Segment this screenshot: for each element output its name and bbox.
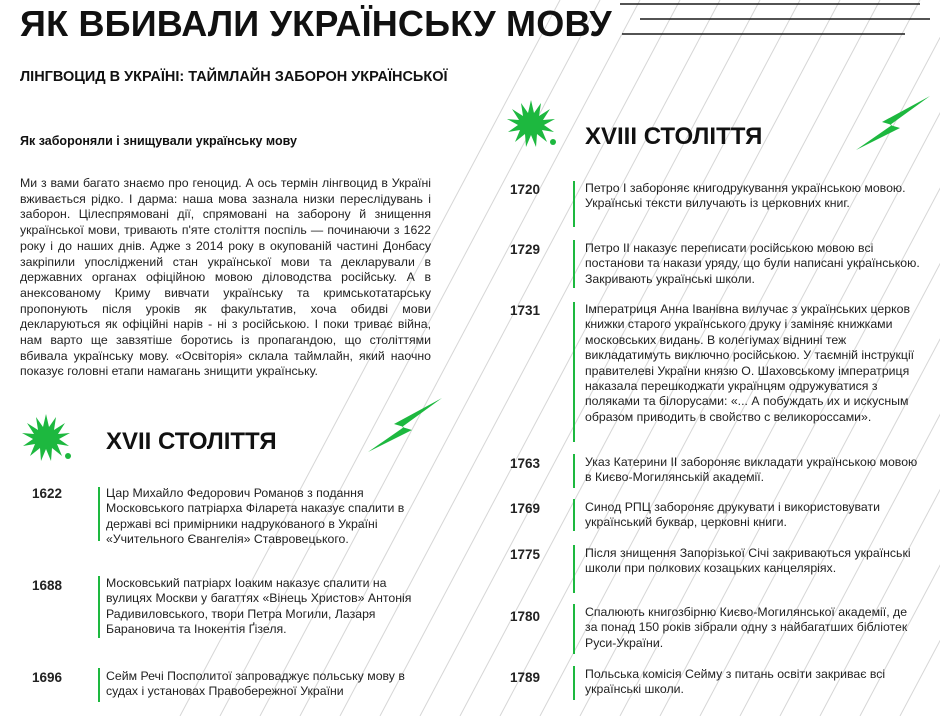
timeline-divider <box>98 576 100 638</box>
timeline-divider <box>98 668 100 702</box>
timeline-divider <box>573 545 575 593</box>
timeline-divider <box>98 487 100 541</box>
green-burst-icon <box>20 412 72 464</box>
timeline-year: 1789 <box>510 670 541 685</box>
timeline-divider <box>573 181 575 227</box>
timeline-year: 1720 <box>510 182 541 197</box>
timeline-text: Польська комісія Сейму з питань освіти закриває всі українські школи. <box>585 667 886 697</box>
timeline-text: Московський патріарх Іоаким наказує спалити на вулицях Москви у багаттях «Вінець Христов» Антонія Радивиловського, твори Петра Могили, Лазаря Барановича та Інокентія Ґізеля. <box>106 576 412 637</box>
green-burst-icon <box>505 98 557 150</box>
timeline-text: Сейм Речі Посполитої запроваджує польську мову в судах і установах Правобережної України <box>106 669 405 699</box>
timeline-year: 1780 <box>510 609 541 624</box>
timeline-year: 1769 <box>510 501 541 516</box>
green-lightning-icon <box>364 396 444 456</box>
timeline-year: 1775 <box>510 547 541 562</box>
timeline-year: 1763 <box>510 456 541 471</box>
timeline-year: 1688 <box>32 578 63 593</box>
timeline-divider <box>573 240 575 288</box>
timeline-year: 1622 <box>32 486 63 501</box>
intro-heading: Як забороняли і знищували українську мову <box>20 134 297 148</box>
timeline-text: Спалюють книгозбірню Києво-Могилянської академії, де за понад 150 років зібрали одну з найбагатших бібліотек Руси-України. <box>585 605 908 650</box>
timeline-divider <box>573 499 575 531</box>
timeline-text: Цар Михайло Федорович Романов з подання Московського патріарха Філарета наказує спалити в державі всі примірники надрукованого в Україні «Учительного Євангелія» Ставровецького. <box>106 486 405 547</box>
timeline-year: 1729 <box>510 242 541 257</box>
timeline-text: Петро І забороняє книгодрукування українською мовою. Українські тексти вилучають із церковних книг. <box>585 181 906 211</box>
timeline-text: Після знищення Запорізької Січі закриваються українські школи при полкових козацьких канцеляріях. <box>585 546 911 576</box>
century-title-xviii: XVIII СТОЛІТТЯ <box>585 123 763 150</box>
timeline-divider <box>573 454 575 488</box>
page-title: ЯК ВБИВАЛИ УКРАЇНСЬКУ МОВУ <box>20 3 612 44</box>
timeline-divider <box>573 604 575 654</box>
timeline-text: Імператриця Анна Іванівна вилучає з українських церков книжки старого українського друку і заміняє книжками московських видань. В колегіумах віднині теж викладатимуть виключно російською. У таємній інструкції правителеві України князю О. Шаховському імператриця наказала перешкоджати українцям одружуватися з поляками та білорусами: «... А побуждать их и искусным образом приводить в свойство с великороссами». <box>585 302 915 424</box>
green-lightning-icon <box>852 94 932 154</box>
page-subtitle: ЛІНГВОЦИД В УКРАЇНІ: ТАЙМЛАЙН ЗАБОРОН УКРАЇНСЬКОЇ <box>20 69 448 85</box>
timeline-text: Синод РПЦ забороняє друкувати і використовувати український буквар, церковні книги. <box>585 500 880 530</box>
timeline-text: Указ Катерини ІІ забороняє викладати українською мовою в Києво-Могилянській академії. <box>585 455 918 485</box>
timeline-year: 1696 <box>32 670 63 685</box>
timeline-divider <box>573 302 575 442</box>
century-title-xvii: XVII СТОЛІТТЯ <box>106 428 277 455</box>
timeline-year: 1731 <box>510 303 541 318</box>
timeline-text: Петро ІІ наказує переписати російською мовою всі постанови та накази уряду, що були написані українською. Закривають українські школи. <box>585 241 920 286</box>
timeline-divider <box>573 666 575 700</box>
intro-paragraph: Ми з вами багато знаємо про геноцид. А ось термін лінгвоцид в Україні вживається рідко. І дарма: наша мова зазнала низки переслідувань і заборон. Цілеспрямовані дії, спрямовані на заборону й знищення української мови, тривають п'яте століття поспіль — починаючи з 1622 року і до наших днів. Адже з 2014 року в окупованій частині Донбасу закріпили упосліджений стан української мови та декларували в державних органах офіційною мовою діловодства російську. А в анексованому Криму вивчати українську та кримськотатарську пропонують після уроків як факультатив, хоча обидві мови декларуються як офіційні нарів - ні з російською. І поки триває війна, нам варто ще завзятіше боротись із пропагандою, що століттями вбивала українську мову. «Освіторія» склала таймлайн, який наочно показує головні етапи намагань знищити українську. <box>20 176 431 379</box>
